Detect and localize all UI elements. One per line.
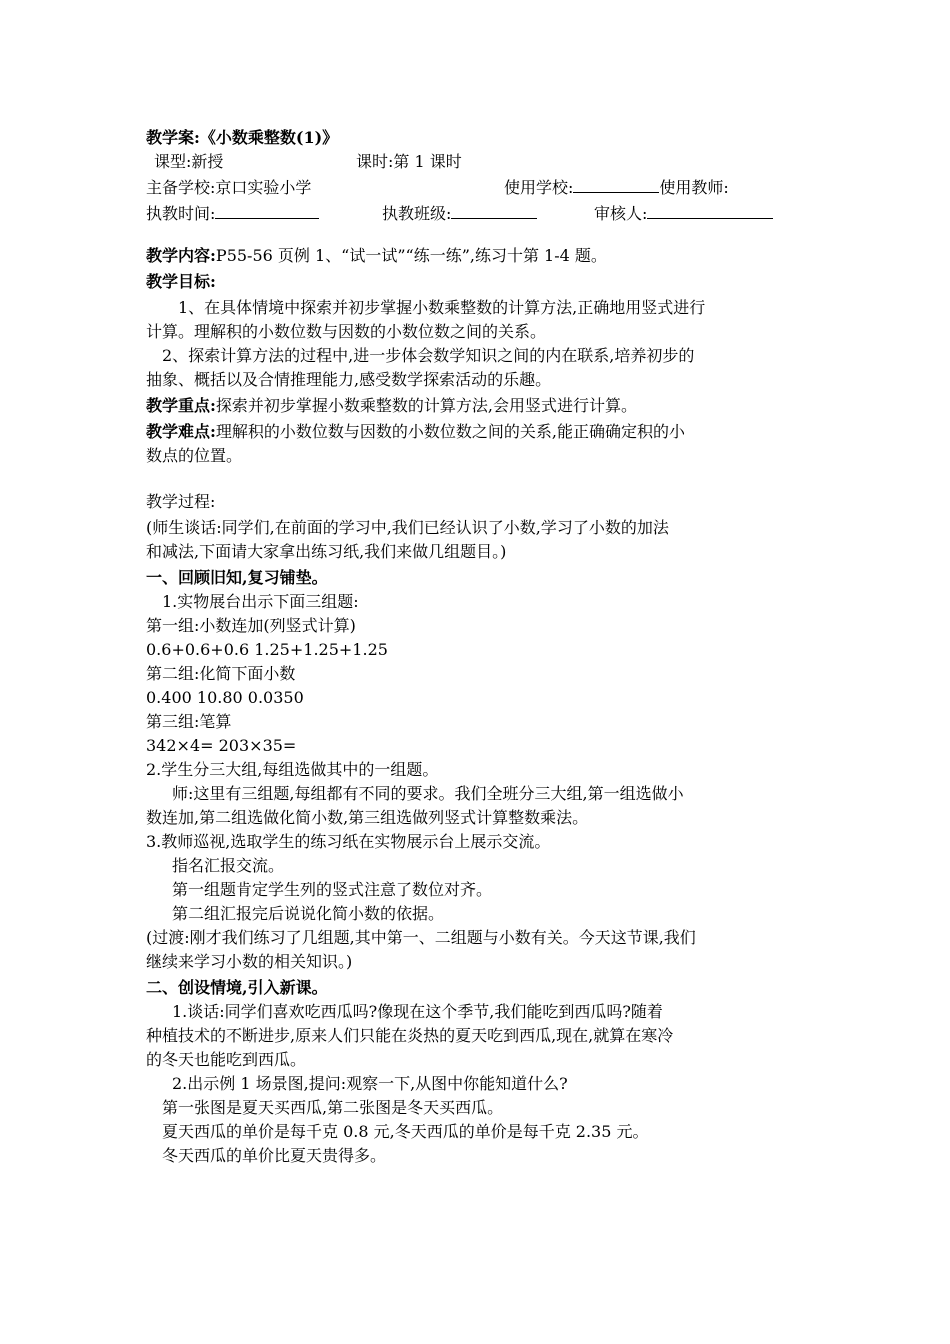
section-1-item-3: 3.教师巡视,选取学生的练习纸在实物展示台上展示交流。 bbox=[146, 832, 551, 851]
difficulty-label: 教学难点: bbox=[146, 422, 216, 441]
transition-line-2: 继续来学习小数的相关知识。) bbox=[146, 952, 353, 971]
teacher-line-2: 数连加,第二组选做化简小数,第三组选做列竖式计算整数乘法。 bbox=[146, 808, 589, 827]
report-line: 指名汇报交流。 bbox=[172, 856, 285, 875]
key-point bbox=[146, 394, 637, 418]
teach-class-blank bbox=[451, 202, 537, 219]
key-point-label: 教学重点: bbox=[146, 396, 216, 415]
reviewer-blank bbox=[647, 202, 773, 219]
difficulty-line-2: 数点的位置。 bbox=[146, 446, 243, 465]
group-1-label: 第一组:小数连加(列竖式计算) bbox=[146, 616, 356, 635]
teach-time-field bbox=[146, 202, 319, 226]
goal-1-line-2: 计算。理解积的小数位数与因数的小数位数之间的关系。 bbox=[146, 322, 547, 341]
goal-2-line-1: 2、探索计算方法的过程中,进一步体会数学知识之间的内在联系,培养初步的 bbox=[162, 346, 695, 365]
teaching-content-text: P55-56 页例 1、“试一试”“练一练”,练习十第 1-4 题。 bbox=[215, 246, 607, 265]
difficulty bbox=[146, 420, 685, 444]
intro-line-2: 和减法,下面请大家拿出练习纸,我们来做几组题目。) bbox=[146, 542, 507, 561]
teach-class-field bbox=[382, 202, 537, 226]
section-2-item-1-line-2: 种植技术的不断进步,原来人们只能在炎热的夏天吃到西瓜,现在,就算在寒冷 bbox=[146, 1026, 674, 1045]
period: 课时:第 1 课时 bbox=[356, 152, 462, 171]
teaching-content bbox=[146, 244, 607, 268]
main-school: 主备学校:京口实验小学 bbox=[146, 178, 312, 197]
teaching-goals-label: 教学目标: bbox=[146, 272, 216, 291]
teach-time-blank bbox=[215, 202, 319, 219]
observation-1: 第一张图是夏天买西瓜,第二张图是冬天买西瓜。 bbox=[162, 1098, 504, 1117]
key-point-text: 探索并初步掌握小数乘整数的计算方法,会用竖式进行计算。 bbox=[215, 396, 638, 415]
section-2-item-2: 2.出示例 1 场景图,提问:观察一下,从图中你能知道什么? bbox=[172, 1074, 568, 1093]
lesson-title: 教学案:《小数乘整数(1)》 bbox=[146, 128, 339, 147]
section-1-item-1: 1.实物展台出示下面三组题: bbox=[162, 592, 359, 611]
section-1-heading: 一、回顾旧知,复习铺垫。 bbox=[146, 568, 328, 587]
teach-time-label: 执教时间: bbox=[146, 204, 216, 223]
use-school-blank bbox=[573, 176, 659, 193]
goal-2-line-2: 抽象、概括以及合情推理能力,感受数学探索活动的乐趣。 bbox=[146, 370, 552, 389]
section-2-heading: 二、创设情境,引入新课。 bbox=[146, 978, 328, 997]
group-2-label: 第二组:化简下面小数 bbox=[146, 664, 296, 683]
group-2-expression: 0.400 10.80 0.0350 bbox=[146, 688, 304, 707]
report-group-1: 第一组题肯定学生列的竖式注意了数位对齐。 bbox=[172, 880, 493, 899]
section-2-item-1-line-3: 的冬天也能吃到西瓜。 bbox=[146, 1050, 307, 1069]
use-school-label: 使用学校: bbox=[504, 178, 574, 197]
goal-1-line-1: 1、在具体情境中探索并初步掌握小数乘整数的计算方法,正确地用竖式进行 bbox=[178, 298, 706, 317]
use-school-field bbox=[504, 176, 729, 200]
course-type: 课型:新授 bbox=[154, 152, 224, 171]
section-1-item-2: 2.学生分三大组,每组选做其中的一组题。 bbox=[146, 760, 439, 779]
reviewer-label: 审核人: bbox=[594, 204, 648, 223]
reviewer-field bbox=[594, 202, 773, 226]
report-group-2: 第二组汇报完后说说化简小数的依据。 bbox=[172, 904, 445, 923]
use-teacher-label: 使用教师: bbox=[659, 178, 729, 197]
teach-class-label: 执教班级: bbox=[382, 204, 452, 223]
group-3-label: 第三组:笔算 bbox=[146, 712, 232, 731]
difficulty-line-1: 理解积的小数位数与因数的小数位数之间的关系,能正确确定积的小 bbox=[215, 422, 686, 441]
observation-2: 夏天西瓜的单价是每千克 0.8 元,冬天西瓜的单价是每千克 2.35 元。 bbox=[162, 1122, 649, 1141]
transition-line-1: (过渡:刚才我们练习了几组题,其中第一、二组题与小数有关。今天这节课,我们 bbox=[146, 928, 696, 947]
process-label: 教学过程: bbox=[146, 492, 216, 511]
intro-line-1: (师生谈话:同学们,在前面的学习中,我们已经认识了小数,学习了小数的加法 bbox=[146, 518, 669, 537]
group-1-expression: 0.6+0.6+0.6 1.25+1.25+1.25 bbox=[146, 640, 388, 659]
observation-3: 冬天西瓜的单价比夏天贵得多。 bbox=[162, 1146, 387, 1165]
section-2-item-1-line-1: 1.谈话:同学们喜欢吃西瓜吗?像现在这个季节,我们能吃到西瓜吗?随着 bbox=[172, 1002, 663, 1021]
teaching-content-label: 教学内容: bbox=[146, 246, 216, 265]
teacher-line-1: 师:这里有三组题,每组都有不同的要求。我们全班分三大组,第一组选做小 bbox=[172, 784, 684, 803]
group-3-expression: 342×4= 203×35= bbox=[146, 736, 297, 755]
